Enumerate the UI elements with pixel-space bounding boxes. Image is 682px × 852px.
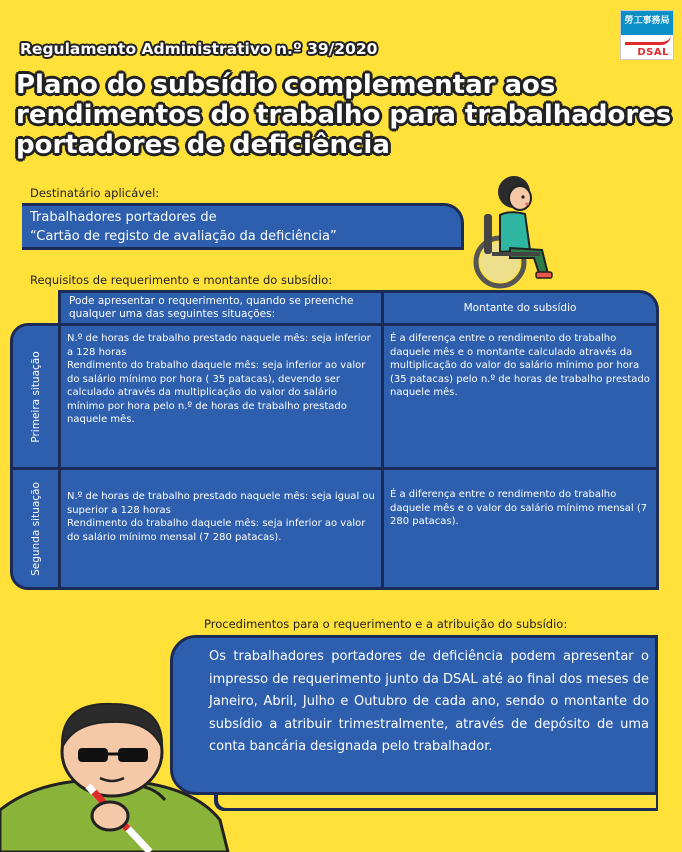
procedures-label: Procedimentos para o requerimento e a atribuição do subsídio: [204, 617, 568, 631]
logo-top-text: 勞工事務局 [621, 11, 673, 35]
target-line-1: Trabalhadores portadores de [30, 210, 217, 225]
regulation-subtitle: Regulamento Administrativo n.º 39/2020 [20, 40, 378, 58]
requirements-label: Requisitos de requerimento e montante do subsídio: [30, 273, 333, 287]
target-label: Destinatário aplicável: [30, 186, 160, 200]
target-line-2: “Cartão de registo de avaliação da deficiência” [30, 229, 337, 244]
table-header-amount: Montante do subsídio [381, 290, 659, 326]
target-box [22, 203, 464, 250]
row-side-label: Segunda situação [29, 481, 42, 576]
row-label-first [10, 323, 61, 470]
logo-brand: DSAL [637, 47, 669, 58]
first-situation-condition: N.º de horas de trabalho prestado naquele mês: seja inferior a 128 horas Rendimento do trabalho daquele mês: seja inferior ao valor do salário mínimo por hora ( 35 patacas), devendo ser calculado através da multiplicação do valor do salário mínimo por hora pelo n.º de horas de trabalho prestado naquele mês. [58, 323, 384, 470]
page-title: Plano do subsídio complementar aos rendimentos do trabalho para trabalhadores portadores de deficiência [16, 70, 672, 160]
dsal-logo [620, 10, 674, 60]
procedures-box: Os trabalhadores portadores de deficiência podem apresentar o impresso de requerimento junto da DSAL até ao final dos meses de Janeiro, Abril, Julho e Outubro de cada ano, sendo o montante do subsídio a atribuir trimestralmente, através de depósito de uma conta bancária designada pelo trabalhador. [170, 635, 658, 795]
second-situation-amount: É a diferença entre o rendimento do trabalho daquele mês e o valor do salário mínimo mensal (7 280 patacas). [381, 467, 659, 590]
visually-impaired-person-illustration [0, 690, 250, 852]
second-situation-condition: N.º de horas de trabalho prestado naquele mês: seja igual ou superior a 128 horas Rendimento do trabalho daquele mês: seja inferior ao valor do salário mínimo mensal (7 280 patacas). [58, 467, 384, 590]
row-label-second [10, 467, 61, 590]
first-situation-amount: É a diferença entre o rendimento do trabalho daquele mês e o montante calculado através da multiplicação do valor do salário mínimo por hora (35 patacas) pelo n.º de horas de trabalho prestado naquele mês. [381, 323, 659, 470]
wheelchair-user-illustration [470, 170, 590, 290]
table-header-conditions: Pode apresentar o requerimento, quando se preenche qualquer uma das seguintes situações: [58, 290, 384, 326]
row-side-label: Primeira situação [29, 350, 42, 443]
logo-swoosh-icon [625, 35, 671, 45]
